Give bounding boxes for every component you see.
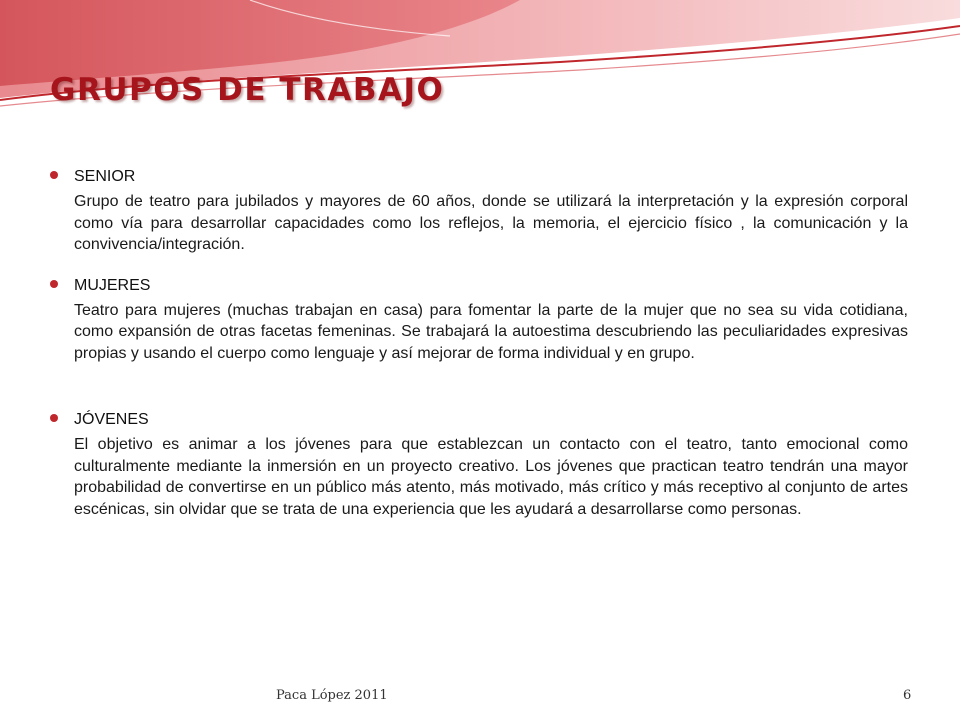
page-number: 6 xyxy=(903,688,912,703)
list-item-senior xyxy=(50,165,908,256)
bullet-icon xyxy=(50,414,58,422)
header-decoration xyxy=(0,0,960,130)
bullet-icon xyxy=(50,171,58,179)
bullet-icon xyxy=(50,280,58,288)
section-text: Grupo de teatro para jubilados y mayores de 60 años, donde se utilizará la interpretación y la expresión corporal como vía para desarrollar capacidades como los reflejos, la memoria, el ejercicio físico , la comunicación y la convivencia/integración. xyxy=(74,193,908,253)
page-title: GRUPOS DE TRABAJO xyxy=(50,72,445,108)
section-heading: MUJERES xyxy=(74,276,151,294)
section-heading: SENIOR xyxy=(74,168,136,185)
section-text: El objetivo es animar a los jóvenes para que establezcan un contacto con el teatro, tanto emocional como culturalmente mediante la inmersión en un proyecto creativo. Los jóvenes que practican teatro tendrán una mayor probabilidad de convertirse en un público más atento, más motivado, más crítico y más receptivo al conjunto de artes escénicas, sin olvidar que se trata de una experiencia que les ayudará a desarrollarse como personas. xyxy=(74,436,908,518)
section-text: Teatro para mujeres (muchas trabajan en casa) para fomentar la parte de la mujer que no sea su vida cotidiana, como expansión de otras facetas femeninas. Se trabajará la autoestima descubriendo las peculiaridades expresivas propias y usando el cuerpo como lenguaje y así mejorar de forma individual y en grupo. xyxy=(74,301,908,362)
list-item-jovenes xyxy=(50,408,908,520)
footer-author: Paca López 2011 xyxy=(276,688,388,703)
section-heading: JÓVENES xyxy=(74,411,149,428)
list-item-mujeres xyxy=(50,274,908,365)
content-list xyxy=(50,165,908,520)
